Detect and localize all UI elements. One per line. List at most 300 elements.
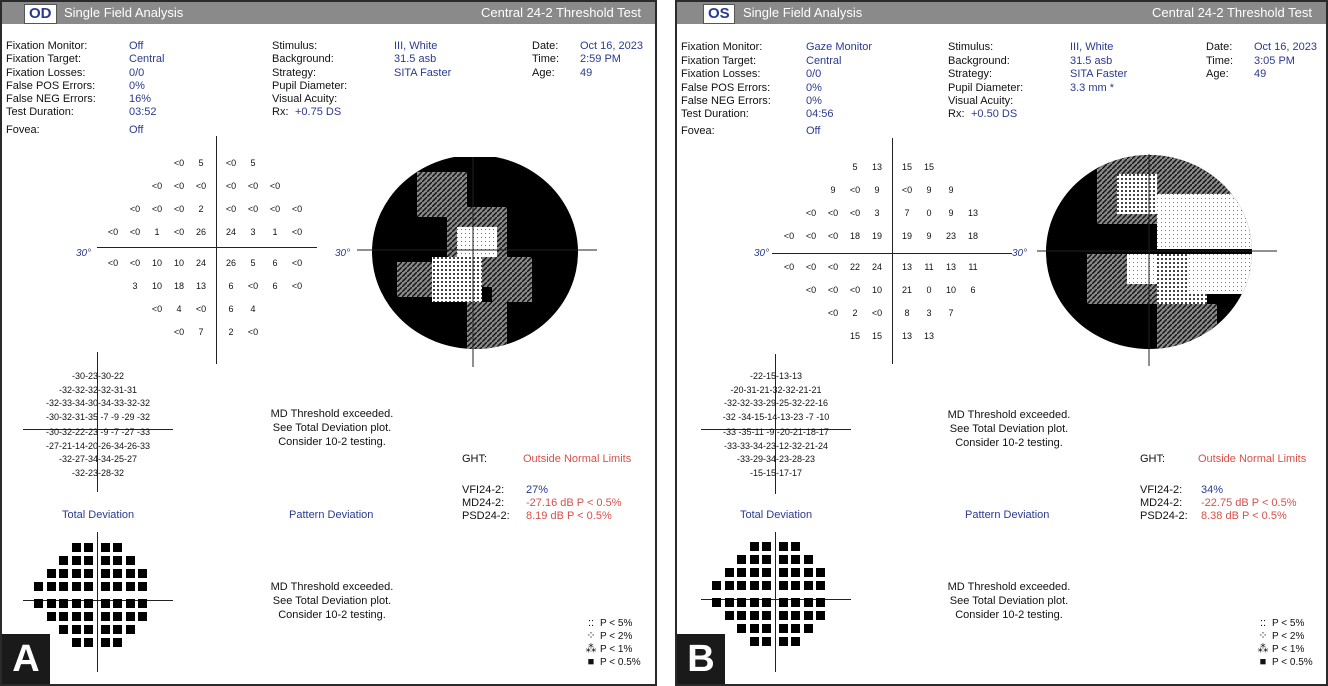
probability-square	[126, 582, 135, 591]
threshold-value: <0	[901, 185, 913, 195]
fixation-target-label: Fixation Target:	[6, 53, 82, 65]
report-header	[677, 2, 1326, 24]
total-deviation-row: -27-21-14-20-26-34-26-33	[45, 440, 151, 451]
stimulus-label: Stimulus:	[272, 40, 318, 52]
date-label: Date:	[1206, 41, 1233, 53]
threshold-value: 18	[173, 281, 184, 291]
threshold-value: <0	[173, 158, 185, 168]
fovea-value: Off	[129, 124, 144, 136]
probability-square	[34, 582, 43, 591]
probability-square	[762, 542, 771, 551]
pattern-deviation-label: Pattern Deviation	[965, 509, 1050, 521]
threshold-value: <0	[129, 227, 141, 237]
panel-gap	[657, 0, 675, 686]
age-value: 49	[580, 67, 593, 79]
probability-square	[791, 624, 800, 633]
threshold-axis-v	[892, 138, 893, 364]
vfi-label: VFI24-2:	[462, 484, 505, 496]
probability-square	[113, 556, 122, 565]
fixation-monitor-value: Gaze Monitor	[806, 41, 873, 53]
grayscale-plot	[357, 157, 597, 372]
total-deviation-row: -32-33-34-30-34-33-32-32	[45, 398, 151, 408]
probability-square	[712, 598, 721, 607]
threshold-value: <0	[849, 285, 861, 295]
legend-label: P < 0.5%	[1272, 657, 1313, 668]
msg-bottom	[247, 580, 417, 622]
total-deviation-row: -32-27-34-34-25-27	[58, 454, 138, 464]
probability-square	[779, 568, 788, 577]
total-deviation-row: -33-29-34-23-28-23	[736, 454, 816, 464]
threshold-value: <0	[195, 304, 207, 314]
probability-square	[72, 556, 81, 565]
probability-square	[816, 611, 825, 620]
probability-square	[72, 599, 81, 608]
eye-label: OD	[24, 4, 57, 24]
total-deviation-row: -15-15-17-17	[749, 467, 803, 478]
md-label: MD24-2:	[1140, 497, 1183, 509]
stimulus-value: III, White	[394, 40, 438, 52]
threshold-value: 19	[871, 231, 882, 241]
probability-square	[113, 625, 122, 634]
background-label: Background:	[272, 53, 334, 65]
threshold-value: 6	[970, 285, 976, 295]
grayscale-svg	[357, 157, 597, 367]
fixation-target-label: Fixation Target:	[681, 55, 757, 67]
pupil-value: 3.3 mm *	[1070, 82, 1115, 94]
probability-square	[84, 556, 93, 565]
vfi-label: VFI24-2:	[1140, 484, 1183, 496]
msg-line: See Total Deviation plot.	[949, 423, 1069, 435]
probability-square	[101, 612, 110, 621]
probability-square	[804, 568, 813, 577]
probability-square	[750, 624, 759, 633]
probability-square	[791, 581, 800, 590]
probability-square	[791, 611, 800, 620]
threshold-value: <0	[291, 281, 303, 291]
threshold-value: 13	[923, 331, 934, 341]
probability-square	[101, 556, 110, 565]
probability-square	[84, 612, 93, 621]
threshold-value: <0	[225, 158, 237, 168]
msg-line: Consider 10-2 testing.	[955, 609, 1063, 621]
threshold-value: 2	[198, 204, 204, 214]
probability-square	[59, 599, 68, 608]
p5-icon: ::	[587, 617, 595, 629]
threshold-value: <0	[173, 227, 185, 237]
probability-square	[816, 568, 825, 577]
psd-label: PSD24-2:	[462, 510, 510, 522]
threshold-value: 26	[225, 258, 236, 268]
ght-value: Outside Normal Limits	[523, 453, 632, 465]
threshold-value: <0	[291, 204, 303, 214]
fixation-losses-label: Fixation Losses:	[681, 68, 761, 80]
probability-square	[737, 581, 746, 590]
msg-line: See Total Deviation plot.	[272, 422, 392, 434]
probability-square	[791, 542, 800, 551]
probability-square	[750, 598, 759, 607]
time-label: Time:	[532, 53, 560, 65]
legend-label: P < 0.5%	[600, 657, 641, 668]
probability-legend	[1254, 617, 1313, 669]
probability-legend	[582, 617, 641, 669]
threshold-value: <0	[827, 231, 839, 241]
probability-square	[762, 568, 771, 577]
total-deviation-row: -32-32-32-32-31-31	[58, 384, 138, 395]
threshold-value: 9	[948, 185, 954, 195]
ght-label: GHT:	[462, 453, 488, 465]
probability-square	[750, 568, 759, 577]
stimulus-label: Stimulus:	[948, 41, 994, 53]
background-value: 31.5 asb	[1070, 55, 1113, 67]
test-duration-value: 04:56	[806, 108, 834, 120]
probability-square	[725, 598, 734, 607]
threshold-value: <0	[827, 208, 839, 218]
threshold-value: 5	[250, 158, 256, 168]
threshold-value: <0	[247, 281, 259, 291]
threshold-value: <0	[107, 227, 119, 237]
threshold-value: 3	[250, 227, 256, 237]
probability-square	[113, 543, 122, 552]
legend-item	[582, 643, 641, 656]
total-deviation-row: -32 -34-15-14-13-23 -7 -10	[722, 411, 830, 422]
threshold-value: 2	[852, 308, 858, 318]
threshold-value: 13	[195, 281, 206, 291]
threshold-value: 4	[176, 304, 182, 314]
threshold-value: <0	[129, 204, 141, 214]
legend-label: P < 2%	[1272, 631, 1305, 642]
degree-left: 30°	[754, 248, 770, 259]
age-value: 49	[1254, 68, 1267, 80]
threshold-value: 1	[272, 227, 278, 237]
threshold-value: 15	[923, 162, 934, 172]
probability-square	[72, 612, 81, 621]
threshold-value: 18	[849, 231, 860, 241]
eye-label: OS	[703, 4, 735, 24]
degree-right: 30°	[1012, 248, 1028, 259]
pupil-label: Pupil Diameter:	[948, 82, 1024, 94]
probability-square	[791, 637, 800, 646]
ght-value: Outside Normal Limits	[1198, 453, 1307, 465]
probability-square	[762, 581, 771, 590]
p5-icon: ::	[1259, 617, 1267, 629]
total-deviation-row: -20-31-21-32-32-21-21	[730, 384, 822, 395]
probability-square	[59, 582, 68, 591]
msg-line: MD Threshold exceeded.	[270, 581, 394, 593]
threshold-value: 15	[849, 331, 860, 341]
total-deviation-row: -33-33-34-23-12-32-21-24	[723, 440, 829, 451]
probability-square	[779, 581, 788, 590]
threshold-value: <0	[151, 204, 163, 214]
degree-left: 30°	[76, 248, 92, 259]
legend-label: P < 5%	[600, 618, 633, 629]
probability-square	[138, 599, 147, 608]
total-deviation-row: -30-32-22-23 -9 -7 -27 -33	[45, 427, 151, 437]
threshold-value: 6	[228, 304, 234, 314]
strategy-label: Strategy:	[272, 67, 317, 79]
probability-square	[804, 598, 813, 607]
psd-value: 8.19 dB P < 0.5%	[526, 510, 612, 522]
threshold-value: 9	[874, 185, 880, 195]
background-value: 31.5 asb	[394, 53, 437, 65]
legend-label: P < 5%	[1272, 618, 1305, 629]
threshold-value: 3	[874, 208, 880, 218]
threshold-value: <0	[805, 262, 817, 272]
fixation-monitor-label: Fixation Monitor:	[6, 40, 88, 52]
probability-square	[779, 637, 788, 646]
probability-square	[750, 542, 759, 551]
vfi-value: 27%	[526, 484, 549, 496]
probability-square	[804, 611, 813, 620]
msg-line: Consider 10-2 testing.	[278, 436, 386, 448]
probability-square	[72, 543, 81, 552]
threshold-value: 13	[945, 262, 956, 272]
threshold-value: <0	[291, 227, 303, 237]
panel-badge: B	[677, 634, 725, 684]
threshold-value: 2	[228, 327, 234, 337]
probability-square	[779, 598, 788, 607]
threshold-value: <0	[805, 285, 817, 295]
legend-item	[1254, 617, 1313, 630]
fovea-label: Fovea:	[6, 124, 40, 136]
prob-axis-h	[23, 600, 173, 601]
legend-item	[1254, 630, 1313, 643]
threshold-value: 3	[926, 308, 932, 318]
threshold-value: <0	[849, 185, 861, 195]
probability-square	[84, 569, 93, 578]
probability-square	[113, 638, 122, 647]
legend-item	[1254, 656, 1313, 669]
fovea-label: Fovea:	[681, 125, 715, 137]
date-label: Date:	[532, 40, 559, 52]
probability-square	[34, 599, 43, 608]
pattern-deviation-label: Pattern Deviation	[289, 509, 374, 521]
total-deviation-label: Total Deviation	[62, 509, 135, 521]
date-value: Oct 16, 2023	[1254, 41, 1317, 53]
threshold-value: 21	[901, 285, 912, 295]
md-label: MD24-2:	[462, 497, 505, 509]
probability-square	[84, 582, 93, 591]
threshold-value: <0	[107, 258, 119, 268]
total-deviation-row: -32-23-28-32	[71, 467, 125, 478]
probability-square	[816, 598, 825, 607]
threshold-value: 13	[901, 262, 912, 272]
probability-square	[737, 555, 746, 564]
total-deviation-row: -30-23-30-22	[71, 371, 125, 381]
report-panel-od	[0, 0, 657, 686]
threshold-value: <0	[247, 204, 259, 214]
probability-square	[113, 599, 122, 608]
probability-square	[791, 568, 800, 577]
threshold-value: <0	[269, 181, 281, 191]
report-title: Single Field Analysis	[743, 5, 863, 20]
probability-square	[762, 637, 771, 646]
threshold-value: 13	[901, 331, 912, 341]
false-pos-value: 0%	[129, 80, 145, 92]
legend-item	[582, 630, 641, 643]
threshold-value: <0	[195, 181, 207, 191]
probability-square	[750, 581, 759, 590]
fixation-monitor-label: Fixation Monitor:	[681, 41, 763, 53]
threshold-value: <0	[871, 308, 883, 318]
false-pos-value: 0%	[806, 82, 822, 94]
probability-square	[47, 612, 56, 621]
threshold-value: 8	[904, 308, 910, 318]
age-label: Age:	[532, 67, 555, 79]
probability-square	[59, 612, 68, 621]
legend-item	[582, 617, 641, 630]
legend-item	[1254, 643, 1313, 656]
probability-square	[113, 569, 122, 578]
probability-square	[47, 582, 56, 591]
grayscale-plot	[1037, 154, 1277, 371]
fixation-losses-value: 0/0	[806, 68, 822, 80]
prob-axis-h	[701, 599, 851, 600]
probability-square	[72, 638, 81, 647]
probability-square	[113, 612, 122, 621]
legend-label: P < 2%	[600, 631, 633, 642]
threshold-value: <0	[783, 231, 795, 241]
threshold-axis-h	[97, 247, 317, 248]
probability-square	[72, 582, 81, 591]
threshold-value: 9	[926, 185, 932, 195]
threshold-value: 10	[173, 258, 184, 268]
threshold-value: <0	[151, 181, 163, 191]
threshold-value: <0	[269, 204, 281, 214]
threshold-value: <0	[225, 181, 237, 191]
threshold-value: 24	[871, 262, 882, 272]
time-value: 3:05 PM	[1254, 55, 1295, 67]
threshold-value: 7	[948, 308, 954, 318]
threshold-value: 15	[901, 162, 912, 172]
p1-icon: ⁂	[585, 643, 597, 655]
probability-square	[779, 611, 788, 620]
threshold-value: 26	[195, 227, 206, 237]
probability-square	[138, 612, 147, 621]
threshold-value: 6	[272, 281, 278, 291]
threshold-value: 10	[151, 258, 162, 268]
false-neg-label: False NEG Errors:	[681, 95, 771, 107]
p05-icon: ■	[587, 656, 595, 668]
msg-line: Consider 10-2 testing.	[278, 609, 386, 621]
total-deviation-row: -22-15-13-13	[749, 371, 803, 381]
total-deviation-row: -33 -35-11 -9 -20-21-18-17	[723, 427, 829, 437]
md-value: -27.16 dB P < 0.5%	[526, 497, 622, 509]
probability-square	[126, 625, 135, 634]
probability-square	[737, 624, 746, 633]
probability-square	[59, 625, 68, 634]
msg-top	[924, 408, 1094, 450]
probability-square	[101, 582, 110, 591]
probability-square	[47, 599, 56, 608]
threshold-value: 10	[151, 281, 162, 291]
false-pos-label: False POS Errors:	[6, 80, 96, 92]
rx-label: Rx:	[948, 108, 965, 120]
rx-label: Rx:	[272, 106, 289, 118]
probability-square	[791, 598, 800, 607]
probability-square	[101, 625, 110, 634]
probability-square	[762, 611, 771, 620]
legend-item	[582, 656, 641, 669]
probability-square	[804, 555, 813, 564]
degree-right: 30°	[335, 248, 351, 259]
background-label: Background:	[948, 55, 1010, 67]
threshold-value: <0	[173, 327, 185, 337]
threshold-value: 18	[967, 231, 978, 241]
probability-square	[712, 581, 721, 590]
report-title: Single Field Analysis	[64, 5, 184, 20]
p2-icon: ⁘	[1258, 630, 1268, 642]
probability-square	[791, 555, 800, 564]
probability-square	[779, 542, 788, 551]
p2-icon: ⁘	[586, 630, 596, 642]
false-pos-label: False POS Errors:	[681, 82, 771, 94]
probability-square	[126, 569, 135, 578]
probability-square	[779, 624, 788, 633]
threshold-value: 19	[901, 231, 912, 241]
threshold-value: <0	[173, 181, 185, 191]
fixation-monitor-value: Off	[129, 40, 144, 52]
p1-icon: ⁂	[1257, 643, 1269, 655]
test-name: Central 24-2 Threshold Test	[1152, 5, 1312, 20]
threshold-value: 10	[871, 285, 882, 295]
false-neg-value: 0%	[806, 95, 822, 107]
probability-square	[84, 638, 93, 647]
probability-square	[138, 569, 147, 578]
threshold-value: <0	[151, 304, 163, 314]
rx-value: +0.75 DS	[295, 106, 342, 118]
age-label: Age:	[1206, 68, 1229, 80]
total-deviation-label: Total Deviation	[740, 509, 813, 521]
threshold-value: 10	[945, 285, 956, 295]
time-value: 2:59 PM	[580, 53, 621, 65]
ght-label: GHT:	[1140, 453, 1166, 465]
threshold-value: <0	[247, 181, 259, 191]
probability-square	[126, 556, 135, 565]
threshold-value: <0	[849, 208, 861, 218]
date-value: Oct 16, 2023	[580, 40, 643, 52]
test-duration-value: 03:52	[129, 106, 157, 118]
threshold-value: <0	[805, 231, 817, 241]
psd-value: 8.38 dB P < 0.5%	[1201, 510, 1287, 522]
p05-icon: ■	[1259, 656, 1267, 668]
fixation-target-value: Central	[129, 53, 165, 65]
probability-square	[816, 581, 825, 590]
threshold-value: 0	[926, 285, 932, 295]
legend-label: P < 1%	[600, 644, 633, 655]
total-deviation-row: -32-32-33-29-25-32-22-16	[723, 398, 829, 408]
test-name: Central 24-2 Threshold Test	[481, 5, 641, 20]
msg-line: MD Threshold exceeded.	[270, 408, 394, 420]
probability-square	[101, 599, 110, 608]
stimulus-value: III, White	[1070, 41, 1114, 53]
threshold-value: 4	[250, 304, 256, 314]
prob-axis-v	[97, 532, 98, 672]
msg-top	[247, 407, 417, 449]
test-duration-label: Test Duration:	[6, 106, 74, 118]
grayscale-svg	[1037, 154, 1277, 366]
probability-square	[72, 625, 81, 634]
threshold-value: 7	[904, 208, 910, 218]
threshold-value: <0	[247, 327, 259, 337]
time-label: Time:	[1206, 55, 1234, 67]
report-header	[2, 2, 655, 24]
probability-square	[72, 569, 81, 578]
probability-square	[84, 543, 93, 552]
strategy-value: SITA Faster	[394, 67, 452, 79]
probability-square	[750, 555, 759, 564]
threshold-value: 11	[924, 262, 934, 272]
probability-square	[750, 611, 759, 620]
